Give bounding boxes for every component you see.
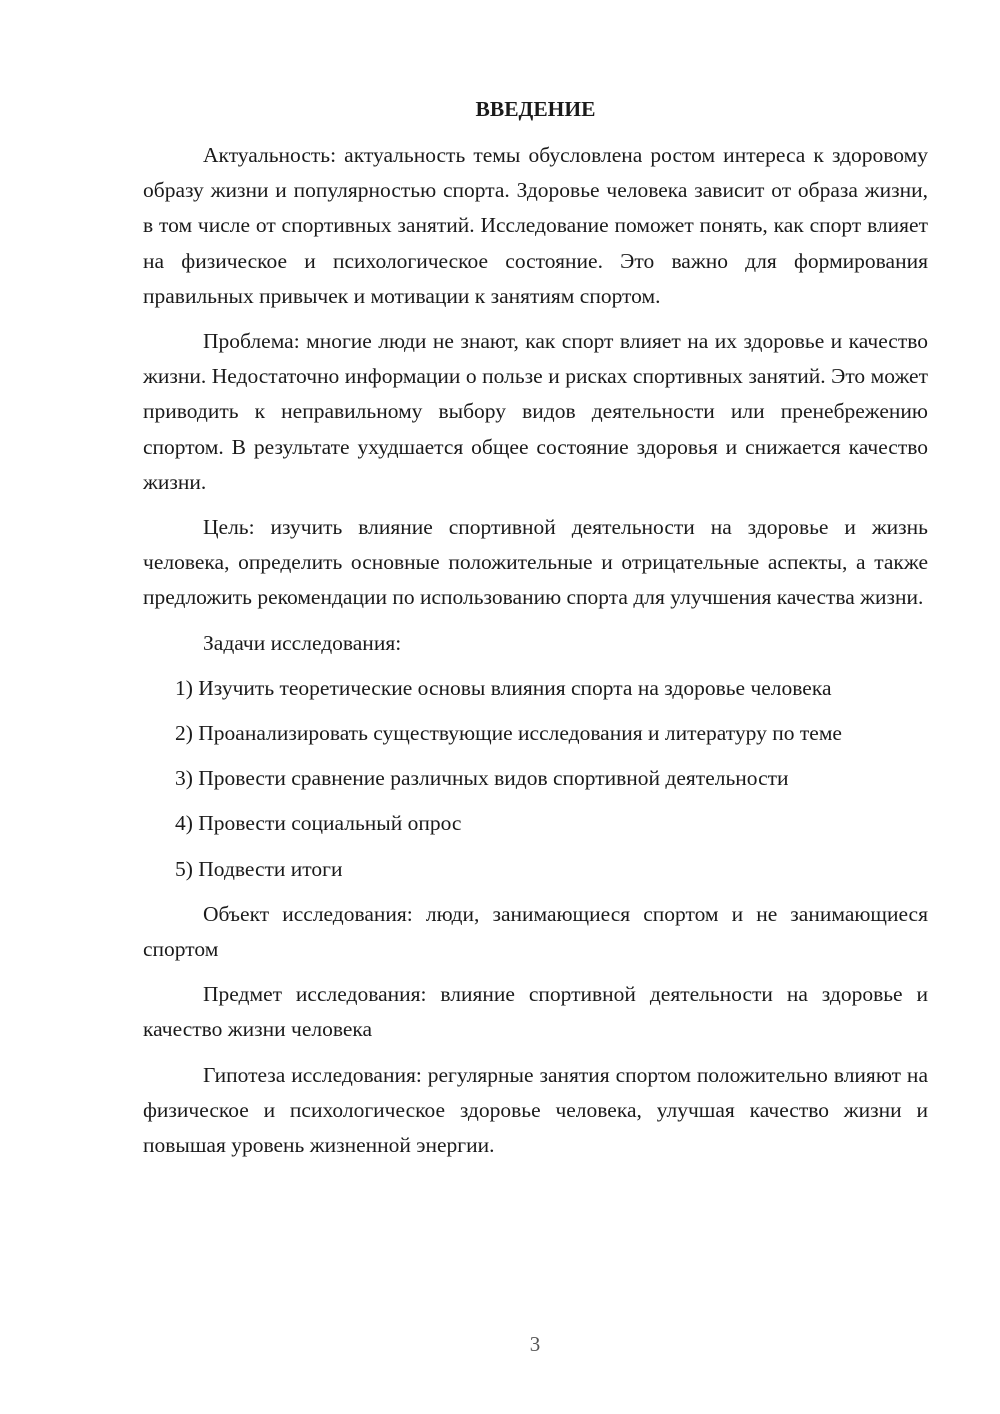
task-item-4: 4) Провести социальный опрос [175, 811, 462, 836]
paragraph-relevance: Актуальность: актуальность темы обусловлена ростом интереса к здоровому образу жизни и популярностью спорта. Здоровье человека зависит от образа жизни, в том числе от спортивных занятий. Исследование поможет понять, как спорт влияет на физическое и психологическое состояние. Это важно для формирования правильных привычек и мотивации к занятиям спортом. [143, 143, 928, 308]
task-item-2: 2) Проанализировать существующие исследования и литературу по теме [175, 721, 842, 746]
document-page [143, 90, 928, 1173]
tasks-heading: Задачи исследования: [203, 630, 402, 655]
task-item-3: 3) Провести сравнение различных видов спортивной деятельности [175, 766, 789, 791]
paragraph-subject: Предмет исследования: влияние спортивной деятельности на здоровье и качество жизни человека [143, 982, 928, 1042]
page-number: 3 [529, 1332, 541, 1356]
paragraph-problem: Проблема: многие люди не знают, как спорт влияет на их здоровье и качество жизни. Недостаточно информации о пользе и рисках спортивных занятий. Это может приводить к неправильному выбору видов деятельности или пренебрежению спортом. В результате ухудшается общее состояние здоровья и снижается качество жизни. [143, 329, 928, 494]
paragraph-goal: Цель: изучить влияние спортивной деятельности на здоровье и жизнь человека, определить основные положительные и отрицательные аспекты, а также предложить рекомендации по использованию спорта для улучшения качества жизни. [143, 515, 928, 610]
paragraph-object: Объект исследования: люди, занимающиеся спортом и не занимающиеся спортом [143, 901, 928, 962]
task-item-1: 1) Изучить теоретические основы влияния спорта на здоровье человека [175, 675, 832, 700]
task-item-5: 5) Подвести итоги [175, 856, 343, 881]
paragraph-hypothesis: Гипотеза исследования: регулярные занятия спортом положительно влияют на физическое и психологическое здоровье человека, улучшая качество жизни и повышая уровень жизненной энергии. [143, 1062, 928, 1158]
page-title: ВВЕДЕНИЕ [475, 97, 596, 121]
